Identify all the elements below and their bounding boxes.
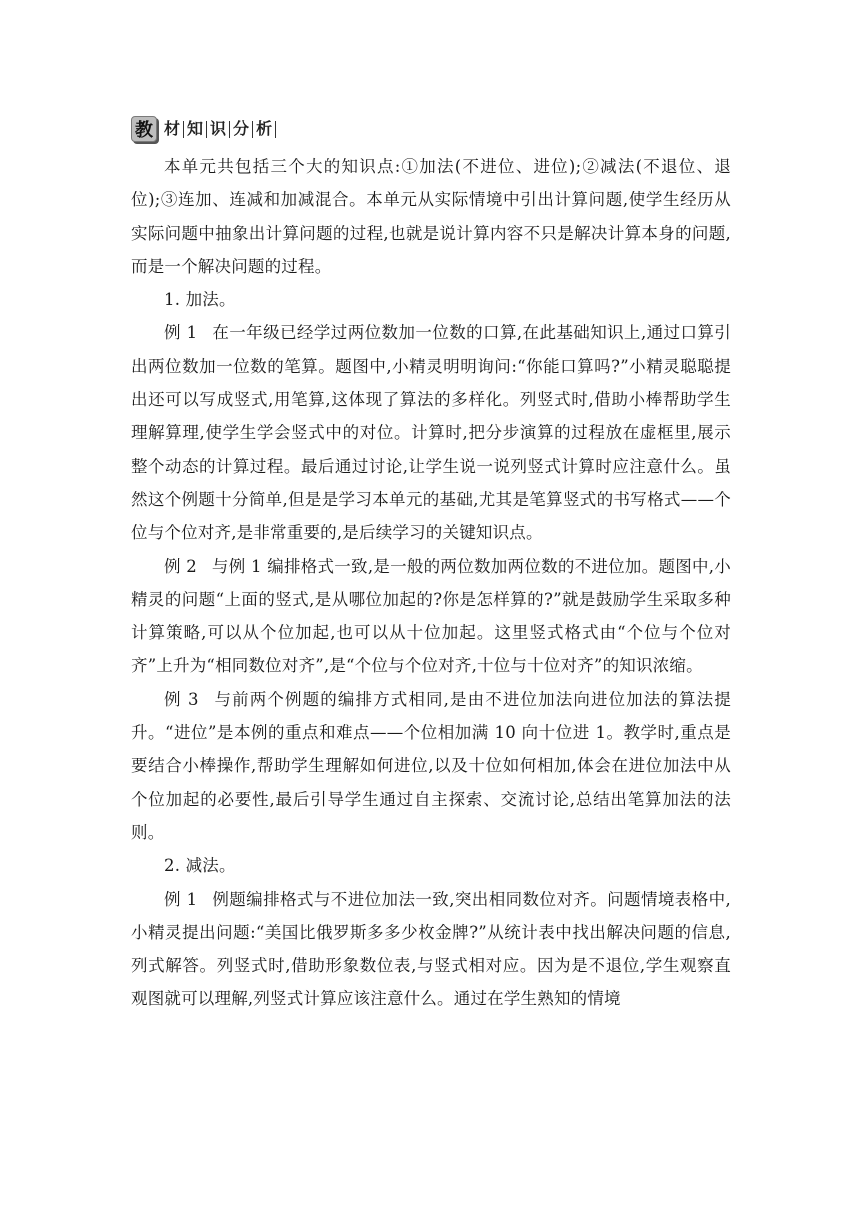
heading-badge: 教 [131,116,157,142]
heading-char: 材 [164,119,181,138]
section-subtraction-title [131,849,731,882]
heading-char: 析 [256,119,273,138]
heading-char: 识 [210,119,227,138]
intro-paragraph [131,150,731,283]
example-label: 例 1 [164,323,198,343]
paragraph-text: 1. 加法。 [164,290,236,310]
paragraph-text: 例题编排格式与不进位加法一致,突出相同数位对齐。问题情境表格中,小精灵提出问题:“美国比俄罗斯多多少枚金牌?”从统计表中找出解决问题的信息,列式解答。列竖式时,借助形象数位表,与竖式相对应。因为是不退位,学生观察直观图就可以理解,列竖式计算应该注意什么。通过在学生熟知的情境 [131,889,731,1009]
heading-title [161,119,276,139]
heading-char: 分 [233,119,250,138]
paragraph-text: 本单元共包括三个大的知识点:①加法(不进位、进位);②减法(不退位、退位);③连加、连减和加减混合。本单元从实际情境中引出计算问题,使学生经历从实际问题中抽象出计算问题的过程,也就是说计算内容不只是解决计算本身的问题,而是一个解决问题的过程。 [131,157,731,276]
paragraph-text: 2. 减法。 [164,856,236,876]
example-label: 例 2 [164,556,197,576]
heading-char: 知 [187,119,204,138]
heading-divider [275,121,276,138]
paragraph-text: 与前两个例题的编排方式相同,是由不进位加法向进位加法的算法提升。“进位”是本例的重点和难点——个位相加满 10 向十位进 1。教学时,重点是要结合小棒操作,帮助学生理解如何进位,以及十位如何相加,体会在进位加法中从个位加起的必要性,最后引导学生通过自主探索、交流讨论,总结出笔算加法的法则。 [131,689,732,842]
section-heading [131,116,276,142]
paragraph-text: 在一年级已经学过两位数加一位数的口算,在此基础知识上,通过口算引出两位数加一位数的笔算。题图中,小精灵明明询问:“你能口算吗?”小精灵聪聪提出还可以写成竖式,用笔算,这体现了算法的多样化。列竖式时,借助小棒帮助学生理解算理,使学生学会竖式中的对位。计算时,把分步演算的过程放在虚框里,展示整个动态的计算过程。最后通过讨论,让学生说一说列竖式计算时应注意什么。虽然这个例题十分简单,但是是学习本单元的基础,尤其是笔算竖式的书写格式——个位与个位对齐,是非常重要的,是后续学习的关键知识点。 [131,323,731,543]
addition-example-1 [131,316,731,549]
subtraction-example-1 [131,883,731,1016]
body-text [131,150,731,1016]
paragraph-text: 与例 1 编排格式一致,是一般的两位数加两位数的不进位加。题图中,小精灵的问题“上面的竖式,是从哪位加起的?你是怎样算的?”就是鼓励学生采取多种计算策略,可以从个位加起,也可以从十位加起。这里竖式格式由“个位与个位对齐”上升为“相同数位对齐”,是“个位与个位对齐,十位与十位对齐”的知识浓缩。 [131,556,732,676]
example-label: 例 3 [164,689,199,709]
example-label: 例 1 [164,889,198,909]
addition-example-2 [131,550,731,683]
addition-example-3 [131,683,731,849]
section-addition-title [131,283,731,316]
